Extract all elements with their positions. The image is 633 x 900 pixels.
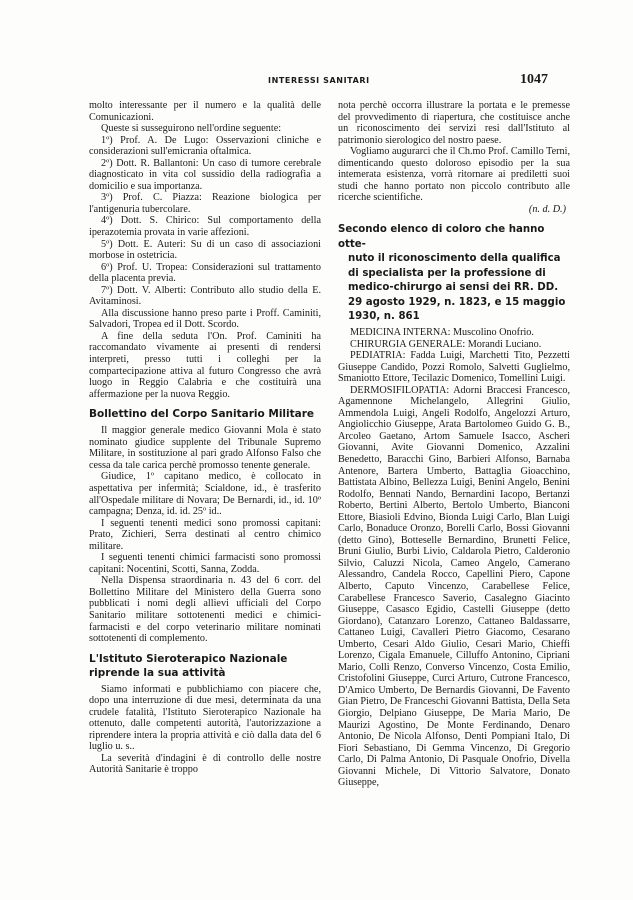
specialist-names: Adorni Braccesi Francesco, Agamennone Michelangelo, Allegrini Giulio, Ammendola Luigi, Angeli Rodolfo, Angelozzi Arturo, Angiolicchio Giuseppe, Arata Bartolomeo Guido G. B., Arcoleo Gaetano, Artom Samuele Isacco, Ascheri Giovanni, Avite Giovanni Domenico, Azzalini Benedetto, Baracchi Gino, Barbieri Alfonso, Barnaba Antenore, Bartera Umberto, Battaglia Gioacchino, Battistata Albino, Bellezza Luigi, Benini Angelo, Benini Rodolfo, Bennati Nando, Bernardini Iacopo, Bertanzi Roberto, Bertini Alberto, Bertolo Umberto, Bianconi Ettore, Biasioli Edvino, Bionda Luigi Carlo, Blan Luigi Carlo, Bonaduce Oronzo, Borelli Carlo, Bossi Giovanni (detto Gino), Botteselle Bernardino, Brunetti Felice, Bruni Giulio, Burbi Livio, Caldarola Pietro, Calderonio Silvio, Caluzzi Nicola, Cameo Angelo, Camerano Alessandro, Candela Rocco, Capellini Piero, Capone Alberto, Caputo Vincenzo, Carabellese Felice, Carabellese Francesco Saverio, Casalegno Giacinto Giuseppe, Casasco Egidio, Castelli Giuseppe (detto Giordano), Catanzaro Lorenzo, Cattaneo Baldassarre, Cattaneo Luigi, Cavalleri Pietro Giacomo, Cesarano Umberto, Cesari Aldo Giulio, Cesari Mario, Chieffi Lorenzo, Cigala Emanuele, Cilluffo Antonino, Cipriani Mario, Colli Renzo, Converso Vincenzo, Costa Emilio, Cristofolini Giuseppe, Curci Arturo, Cutrone Francesco, D'Amico Umberto, De Bernardis Giovanni, De Favento Gian Pietro, De Franceschi Giovanni Battista, Della Seta Giorgio, Delpiano Giuseppe, De Maria Mario, De Maurizi Agostino, De Monte Ferdinando, Denaro Antonio, De Nicola Alfonso, Denti Pompiani Italo, Di Fiori Sebastiano, Di Gemma Vincenzo, Di Gregorio Carlo, Di Palma Antonio, Di Pasquale Onofrio, Divella Giovanni Michele, Di Vittorio Salvatore, Donato Giuseppe, [338,384,570,789]
specialty-entry [338,385,570,789]
paragraph: I seguenti tenenti chimici farmacisti sono promossi capitani: Nocentini, Scotti, Sanna, Zodda. [89,552,321,575]
communication-item: 1º) Prof. A. De Lugo: Osservazioni cliniche e considerazioni sull'emicrania oftalmica. [89,134,321,158]
paragraph: A fine della seduta l'On. Prof. Caminiti ha raccomandato vivamente ai presenti di rendersi interpreti, presso tutti i colleghi per la compartecipazione attiva al futuro Congresso che avrà luogo in Reggio Calabria e che costituirà una affermazione per la nuova Reggio. [89,330,321,400]
specialist-names: Fadda Luigi, Marchetti Tito, Pezzetti Giuseppe Candido, Pozzi Romolo, Salvetti Guglielmo, Smaniotto Ettore, Tecilazic Domenico, Tomellini Luigi. [338,350,571,385]
communication-item: 4º) Dott. S. Chirico: Sul comportamento della iperazotemia provata in varie affezioni. [89,215,321,239]
right-column [338,100,570,789]
left-column [89,100,321,776]
section-heading-serotherapy-institute: L'Istituto Sieroterapico Nazionale riprende la sua attività [89,652,288,679]
specialty-name: MEDICINA INTERNA: [350,326,451,338]
specialty-entry [338,339,570,351]
communication-item: 5º) Dott. E. Auteri: Su di un caso di associazioni morbose in ostetricia. [89,238,321,262]
specialty-entry [338,327,570,339]
heading-line: nuto il riconoscimento della qualifica di specialista per la professione di medico-chirurgo ai sensi dei RR. DD. 29 agosto 1929, n. 1823, e 15 maggio 1930, n. 861 [348,253,566,323]
paragraph: Il maggior generale medico Giovanni Mola è stato nominato giudice supplente del Tribunale Supremo Militare, in sostituzione al pari grado Alfonso Falso che cessa da tale carica perchè promosso tenente generale. [89,425,321,471]
section-heading-specialists-list [338,223,570,325]
paragraph: I seguenti tenenti medici sono promossi capitani: Prato, Zichieri, Serra destinati al centro chimico militare. [89,517,321,552]
specialty-name: DERMOSIFILOPATIA: [350,384,450,396]
paragraph: Alla discussione hanno preso parte i Proff. Caminiti, Salvadori, Tropea ed il Dott. Scordo. [89,307,321,331]
communication-item: 2º) Dott. R. Ballantoni: Un caso di tumore cerebrale diagnosticato in vita col sussidio della radiografia a domicilio e sua importanza. [89,157,321,192]
running-title: INTERESSI SANITARI [268,76,370,85]
paragraph: nota perchè occorra illustrare la portata e le premesse del provvedimento di riapertura, che costituisce anche un riconoscimento dei servizi resi dall'Istituto al patrimonio sierologico del nostro paese. [338,100,570,146]
editor-signature: (n. d. D.) [528,203,566,215]
specialist-names: Morandi Luciano. [467,338,542,350]
paragraph: Nella Dispensa straordinaria n. 43 del 6 corr. del Bollettino Militare del Ministero della Guerra sono pubblicati i nomi degli allievi ufficiali del Corpo Sanitario militare sottotenenti medici e chimici-farmacisti e del corpo veterinario militare nominati sottotenenti di complemento. [89,575,321,645]
specialty-name: CHIRURGIA GENERALE: [350,338,466,350]
communication-item: 6º) Prof. U. Tropea: Considerazioni sul trattamento della placenta previa. [89,261,321,285]
page-number: 1047 [520,72,548,87]
heading-line: Secondo elenco di coloro che hanno otte- [338,224,545,250]
page-header [88,74,548,90]
paragraph: La severità d'indagini è di controllo delle nostre Autorità Sanitarie è troppo [89,752,321,776]
specialist-names: Muscolino Onofrio. [453,326,534,338]
communication-item: 7º) Dott. V. Alberti: Contributo allo studio della E. Avitaminosi. [89,284,321,308]
paragraph: Siamo informati e pubblichiamo con piacere che, dopo una interruzione di due mesi, determinata da una crudele fatalità, l'Istituto Sieroterapico Nazionale ha ottenuto, dalle competenti autorità, l'autorizzazione a riprendere intera la propria attività e ciò dalla data del 6 luglio u. s.. [89,683,321,753]
paragraph: Vogliamo augurarci che il Ch.mo Prof. Camillo Terni, dimenticando questo doloroso episodio per la sua intemerata esistenza, vorrà ritornare ai prediletti suoi studi che hanno portato non piccolo contributo alle ricerche scientifiche. [338,146,570,204]
paragraph: Giudice, 1º capitano medico, è collocato in aspettativa per infermità; Scialdone, id., è trasferito all'Ospedale militare di Novara; De Bernardi, id., id. 10º campagna; Denza, id. id. 25º id.. [89,471,321,518]
specialty-name: PEDIATRIA: [350,350,406,362]
paragraph: Queste si susseguirono nell'ordine seguente: [101,123,282,135]
communication-item: 3º) Prof. C. Piazza: Reazione biologica per l'antigenuria tubercolare. [89,192,321,215]
specialty-entry [338,350,570,385]
paragraph: molto interessante per il numero e la qualità delle Comunicazioni. [89,100,321,123]
section-heading-military-bulletin: Bollettino del Corpo Sanitario Militare [89,408,315,421]
